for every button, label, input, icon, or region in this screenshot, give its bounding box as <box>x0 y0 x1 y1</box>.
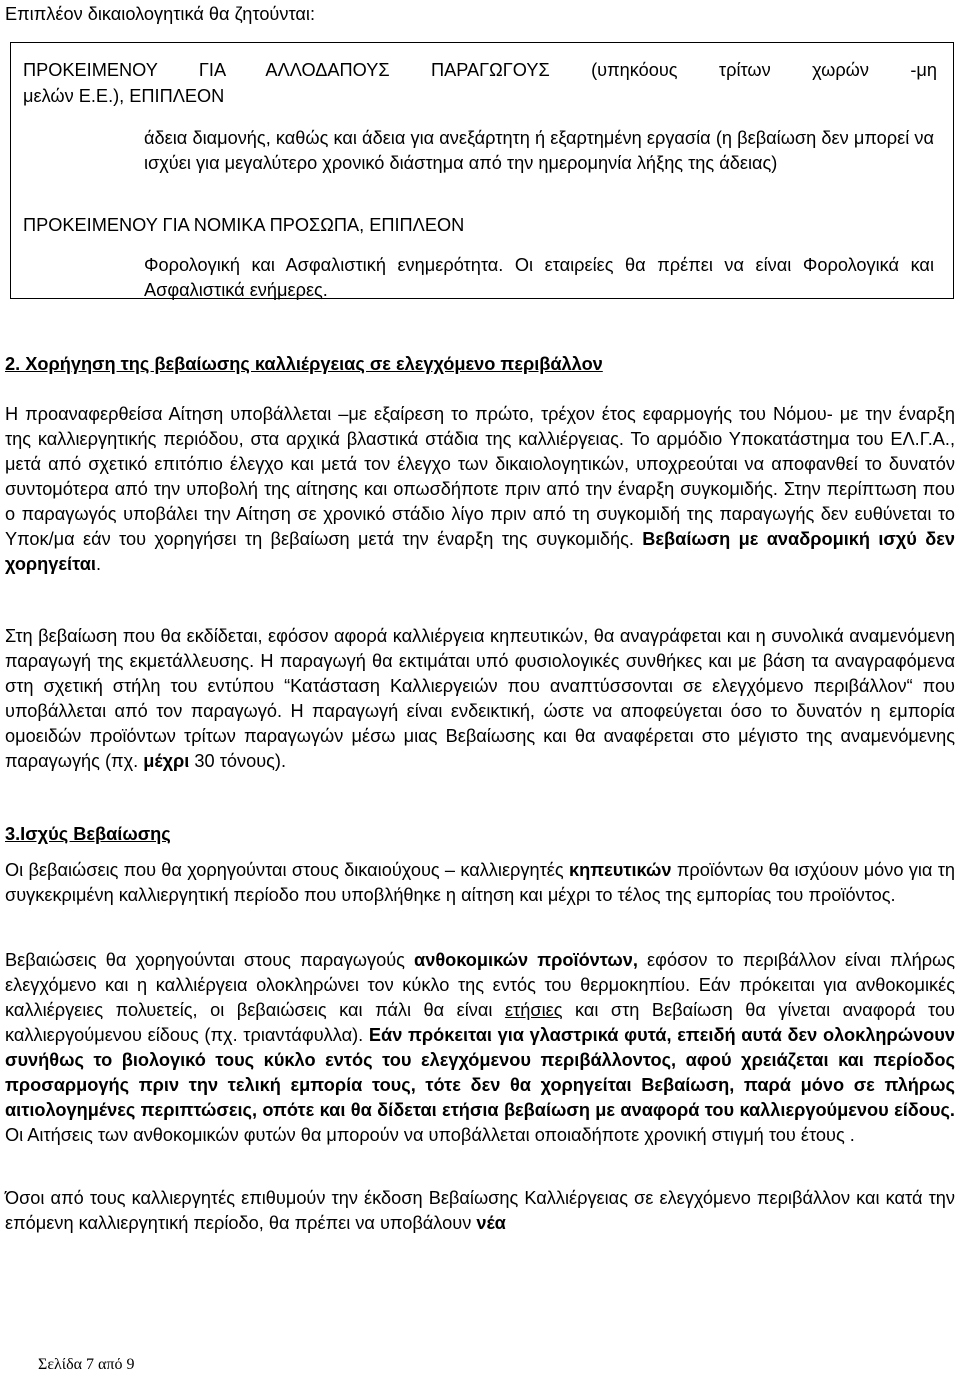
section-2-heading: 2. Χορήγηση της βεβαίωσης καλλιέργειας σε ελεγχόμενο περιβάλλον <box>5 354 603 374</box>
legal-entities-heading: ΠΡΟΚΕΙΜΕΝΟΥ ΓΙΑ ΝΟΜΙΚΑ ΠΡΟΣΩΠΑ, ΕΠΙΠΛΕΟΝ <box>23 215 465 235</box>
s2p1-end: . <box>95 554 101 574</box>
s3p3-bold: νέα <box>476 1213 506 1233</box>
s3p2-bold-2: Εάν πρόκειται για γλαστρικά φυτά, επειδή αυτά δεν ολοκληρώνουν συνήθως το βιολογικό τους κύκλο εντός του ελεγχόμενου περιβάλλοντος, αφού χρειάζεται και περίοδος προσαρμογής πριν την τελική εμπορία τους, τότε δεν θα χορηγείται Βεβαίωση, παρά μόνο σε πλήρως αιτιολογημένες περιπτώσεις, οπότε και θα δίδεται ετήσια βεβαίωση με αναφορά του καλλιεργούμενου είδους. <box>5 1025 955 1120</box>
s2p2-bold: μέχρι <box>143 751 190 771</box>
section-3-paragraph-1 <box>5 858 955 908</box>
s3p1-b: προϊόντων θα ισχύουν μόνο για τη συγκεκριμένη καλλιεργητική περίοδο που υποβλήθηκε η αίτηση και μέχρι το τέλος της εμπορίας του προϊόντος. <box>5 860 956 905</box>
s3p2-bold-1: ανθοκομικών προϊόντων, <box>414 950 638 970</box>
section-3-paragraph-2 <box>5 948 955 1148</box>
foreign-producers-heading-cont: μελών Ε.Ε.), ΕΠΙΠΛΕΟΝ <box>23 86 225 106</box>
requirements-box <box>10 42 954 299</box>
s3p2-d: Οι Αιτήσεις των ανθοκομικών φυτών θα μπορούν να υποβάλλεται οποιαδήποτε χρονική στιγμή του έτους . <box>5 1125 855 1145</box>
section-2-paragraph-1 <box>5 402 955 577</box>
section-3-paragraph-3 <box>5 1186 955 1236</box>
intro-line: Επιπλέον δικαιολογητικά θα ζητούνται: <box>5 4 316 24</box>
section-3-heading: 3.Ισχύς Βεβαίωσης <box>5 824 171 844</box>
s2p1-text: Η προαναφερθείσα Αίτηση υποβάλλεται –με εξαίρεση το πρώτο, τρέχον έτος εφαρμογής του Νόμου- με την έναρξη της καλλιεργητικής περιόδου, στα αρχικά βλαστικά στάδια της καλλιέργειας. Το αρμόδιο Υποκατάστημα του ΕΛ.Γ.Α., μετά από σχετικό επιτόπιο έλεγχο και μετά τον έλεγχο των δικαιολογητικών, υποχρεούται να αποφανθεί το δυνατόν συντομότερα από την υποβολή της αίτησης και οπωσδήποτε πριν από την έναρξη συγκομιδής. Στην περίπτωση που ο παραγωγός υποβάλει την Αίτηση σε χρονικό στάδιο λίγο πριν από τη συγκομιδή της παραγωγής δεν ευθύνεται το Υποκ/μα εάν του χορηγήσει τη βεβαίωση μετά την έναρξη της συγκομιδής. <box>5 404 955 549</box>
s3p2-a: Βεβαιώσεις θα χορηγούνται στους παραγωγούς <box>5 950 415 970</box>
tax-insurance-item: Φορολογική και Ασφαλιστική ενημερότητα. Οι εταιρείες θα πρέπει να είναι Φορολογικά και Ασφαλιστικά ενήμερες. <box>144 255 934 300</box>
foreign-producers-heading: ΠΡΟΚΕΙΜΕΝΟΥ ΓΙΑ ΑΛΛΟΔΑΠΟΥΣ ΠΑΡΑΓΩΓΟΥΣ (υπηκόους τρίτων χωρών -μη <box>23 60 937 80</box>
s2p2-text: Στη βεβαίωση που θα εκδίδεται, εφόσον αφορά καλλιέργεια κηπευτικών, θα αναγράφεται και η συνολικά αναμενόμενη παραγωγή της εκμετάλλευσης. Η παραγωγή θα εκτιμάται υπό φυσιολογικές συνθήκες και με βάση τα αναγραφόμενα στη σχετική στήλη του εντύπου “Κατάσταση Καλλιεργειών που αναπτύσσονται σε ελεγχόμενο περιβάλλον“ που υποβάλλεται από τον παραγωγό. Η παραγωγή είναι ενδεικτική, ώστε να αποφεύγεται όσο το δυνατόν η εμπορία ομοειδών προϊόντων τρίτων παραγωγών μέσω μιας Βεβαίωσης και θα αναφέρεται στο μέγιστο της αναμενόμενης παραγωγής (πχ. <box>5 626 955 771</box>
page-footer: Σελίδα 7 από 9 <box>38 1356 135 1373</box>
section-2-paragraph-2 <box>5 624 955 774</box>
s3p1-a: Οι βεβαιώσεις που θα χορηγούνται στους δικαιούχους – καλλιεργητές <box>5 860 569 880</box>
s3p2-c: και στη Βεβαίωση θα γίνεται αναφορά του καλλιεργούμενου είδους (πχ. τριαντάφυλλα). <box>5 1000 956 1045</box>
s3p2-underlined: ετήσιες <box>504 1000 563 1020</box>
s3p3-a: Όσοι από τους καλλιεργητές επιθυμούν την έκδοση Βεβαίωσης Καλλιέργειας σε ελεγχόμενο περιβάλλον και κατά την επόμενη καλλιεργητική περίοδο, θα πρέπει να υποβάλουν <box>5 1188 955 1233</box>
s2p2-end: 30 τόνους). <box>189 751 287 771</box>
s2p1-bold: Βεβαίωση με αναδρομική ισχύ δεν χορηγείται <box>5 529 955 574</box>
residence-permit-item: άδεια διαμονής, καθώς και άδεια για ανεξάρτητη ή εξαρτημένη εργασία (η βεβαίωση δεν μπορεί να ισχύει για μεγαλύτερο χρονικό διάστημα από την ημερομηνία λήξης της άδειας) <box>144 128 934 173</box>
s3p2-b: εφόσον το περιβάλλον είναι πλήρως ελεγχόμενο και η καλλιέργεια ολοκληρώνει τον κύκλο της εντός του θερμοκηπίου. Εάν πρόκειται για ανθοκομικές καλλιέργειες πολυετείς, οι βεβαιώσεις και πάλι θα είναι <box>5 950 956 1020</box>
s3p1-bold: κηπευτικών <box>568 860 672 880</box>
